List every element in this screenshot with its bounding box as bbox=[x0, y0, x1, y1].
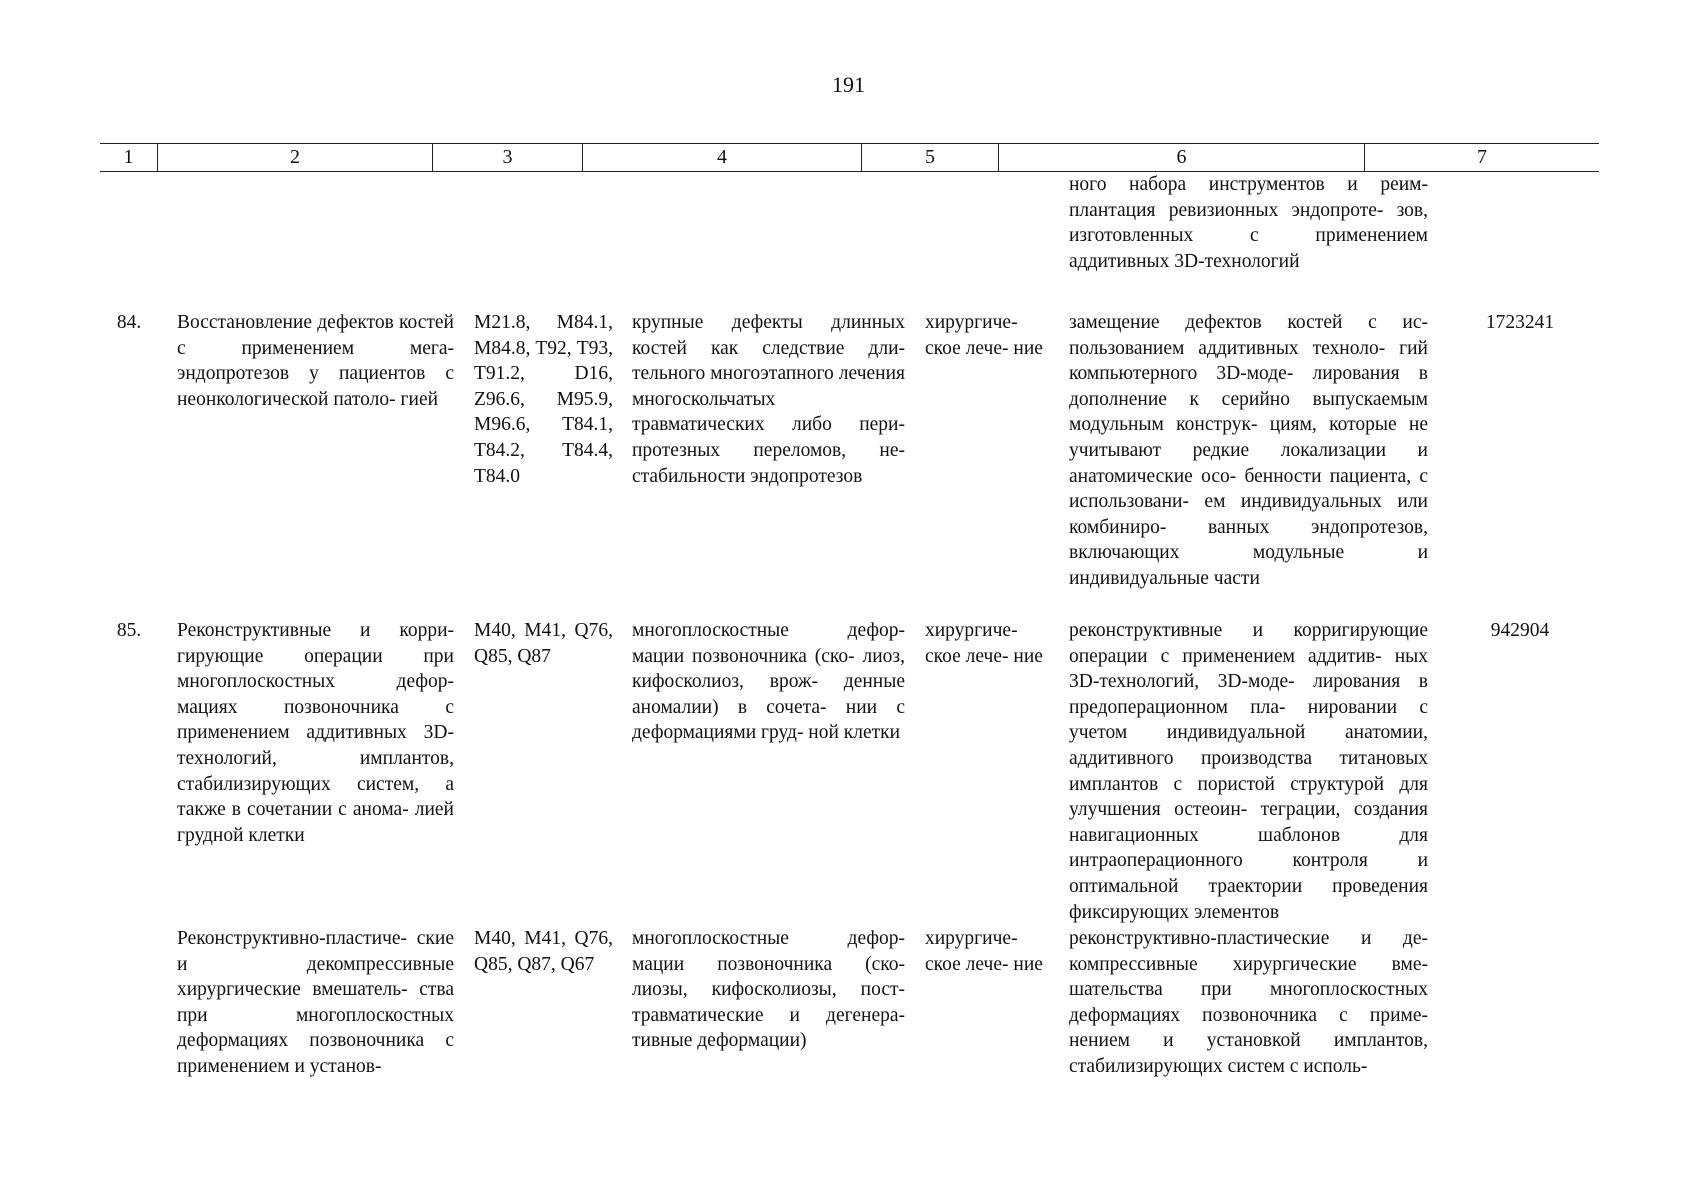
cost-value: 1723241 bbox=[1485, 312, 1555, 333]
row-number: 84. bbox=[116, 312, 142, 333]
icd-codes: M21.8, M84.1, M84.8, T92, T93, T91.2, D16, Z96.6, M95.9, M96.6, T84.1, T84.2, T84.4, T84.0 bbox=[474, 312, 613, 487]
row-number: 85. bbox=[116, 620, 142, 641]
header-col-1: 1 bbox=[123, 146, 134, 168]
cost-value: 942904 bbox=[1490, 620, 1550, 641]
patient-model: многоплоскостные дефор- мации позвоночника (ско- лиоз, кифосколиоз, врож- денные аномалии) в сочета- нии с деформациями груд- ной клетки bbox=[632, 620, 905, 744]
treatment-method: реконструктивные и корригирующие операции с применением аддитив- ных 3D-технологий, 3D-моде- лирования в предоперационном пла- нировании с учетом индивидуальной анатомии, аддитивного производства титановых имплантов с пористой структурой для улучшения остеоин- теграции, создания навигационных шаблонов для интраоперационного контроля и оптимальной траектории проведения фиксирующих элементов bbox=[1069, 620, 1428, 923]
treatment-type: хирургиче- ское лече- ние bbox=[925, 312, 1043, 359]
icd-codes: M40, M41, Q76, Q85, Q87, Q67 bbox=[474, 928, 613, 975]
treatment-type: хирургиче- ское лече- ние bbox=[925, 620, 1043, 667]
header-col-3: 3 bbox=[432, 144, 582, 171]
page-number: 191 bbox=[832, 72, 865, 97]
continuation-method: ного набора инструментов и реим- плантация ревизионных эндопроте- зов, изготовленных с применением аддитивных 3D-технологий bbox=[1069, 174, 1428, 272]
header-col-5: 5 bbox=[861, 144, 998, 171]
icd-codes: M40, M41, Q76, Q85, Q87 bbox=[474, 620, 613, 667]
treatment-method: замещение дефектов костей с ис- пользованием аддитивных техноло- гий компьютерного 3D-моде- лирования в дополнение к серийно выпускаемым модульным конструк- циям, которые не учитывают редкие локализации и анатомические осо- бенности пациента, с использовани- ем индивидуальных или комбиниро- ванных эндопротезов, включающих модульные и индивидуальные части bbox=[1069, 312, 1428, 589]
table-header-row bbox=[100, 143, 1599, 172]
patient-model: крупные дефекты длинных костей как следствие дли- тельного многоэтапного лечения многоскольчатых травматических либо пери- протезных переломов, не- стабильности эндопротезов bbox=[632, 312, 905, 487]
treatment-method: реконструктивно-пластические и де- компрессивные хирургические вме- шательства при многоплоскостных деформациях позвоночника с приме- нением и установкой имплантов, стабилизирующих систем с исполь- bbox=[1069, 928, 1428, 1077]
care-type-name: Восстановление дефектов костей с применением мега- эндопротезов у пациентов с неонкологической патоло- гией bbox=[177, 312, 454, 410]
header-col-6: 6 bbox=[998, 144, 1364, 171]
treatment-type: хирургиче- ское лече- ние bbox=[925, 928, 1043, 975]
header-col-4: 4 bbox=[582, 144, 861, 171]
care-type-name: Реконструктивно-пластиче- ские и декомпрессивные хирургические вмешатель- ства при многоплоскостных деформациях позвоночника с применением и установ- bbox=[177, 928, 454, 1077]
header-col-7: 7 bbox=[1364, 144, 1599, 171]
patient-model: многоплоскостные дефор- мации позвоночника (ско- лиозы, кифосколиозы, пост- травматические и дегенера- тивные деформации) bbox=[632, 928, 905, 1052]
care-type-name: Реконструктивные и корри- гирующие операции при многоплоскостных дефор- мациях позвоночника с применением аддитивных 3D-технологий, имплантов, стабилизирующих систем, а также в сочетании с анома- лией грудной клетки bbox=[177, 620, 454, 846]
header-col-2: 2 bbox=[157, 144, 432, 171]
